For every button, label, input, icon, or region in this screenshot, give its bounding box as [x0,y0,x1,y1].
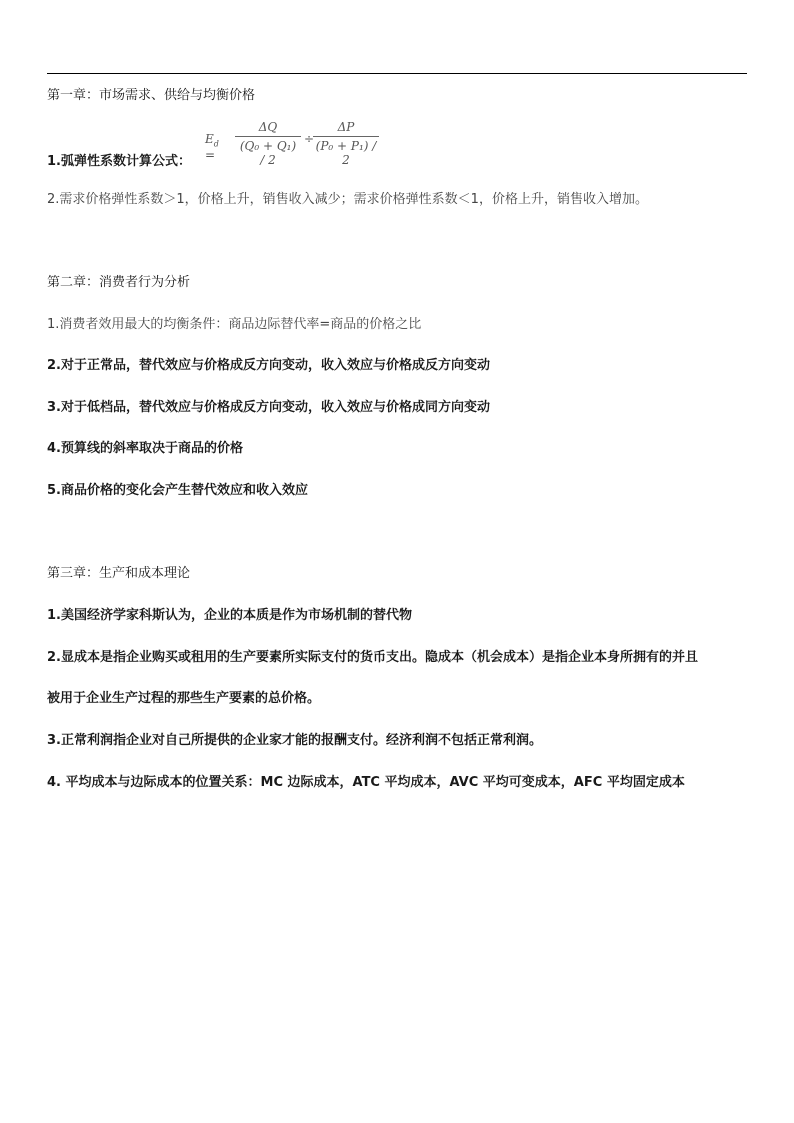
chapter2-item4: 4.预算线的斜率取决于商品的价格 [47,441,243,456]
chapter2-item3: 3.对于低档品，替代效应与价格成反方向变动，收入效应与价格成同方向变动 [47,400,490,415]
formula-lhs: $E_d$ = [205,132,219,163]
formula-operator: ÷ [304,132,315,146]
formula-fraction-q: ΔQ (Q₀ + Q₁) / 2 [235,120,301,167]
chapter3-heading: 第三章：生产和成本理论 [47,566,191,581]
chapter2-heading: 第二章：消费者行为分析 [47,275,191,290]
chapter2-item2: 2.对于正常品，替代效应与价格成反方向变动，收入效应与价格成反方向变动 [47,358,490,373]
chapter3-item3: 3.正常利润指企业对自己所提供的企业家才能的报酬支付。经济利润不包括正常利润。 [47,733,542,748]
chapter1-heading: 第一章：市场需求、供给与均衡价格 [47,88,256,103]
chapter3-item1: 1.美国经济学家科斯认为，企业的本质是作为市场机制的替代物 [47,608,412,623]
chapter3-item2: 2.显成本是指企业购买或租用的生产要素所实际支付的货币支出。隐成本（机会成本）是指企业本身所拥有的并且 [47,650,698,665]
chapter2-item1: 1.消费者效用最大的均衡条件：商品边际替代率=商品的价格之比 [47,317,422,332]
header-rule [47,73,747,74]
chapter2-item5: 5.商品价格的变化会产生替代效应和收入效应 [47,483,308,498]
chapter1-item1: 1.弧弹性系数计算公式： [47,154,191,169]
chapter3-item4: 4. 平均成本与边际成本的位置关系：MC 边际成本，ATC 平均成本，AVC 平均可变成本，AFC 平均固定成本 [47,775,685,790]
formula-fraction-p: ΔP (P₀ + P₁) / 2 [313,120,379,167]
chapter3-item2-cont: 被用于企业生产过程的那些生产要素的总价格。 [47,691,321,706]
chapter1-item2: 2.需求价格弹性系数＞1，价格上升，销售收入减少；需求价格弹性系数＜1，价格上升，销售收入增加。 [47,192,648,207]
